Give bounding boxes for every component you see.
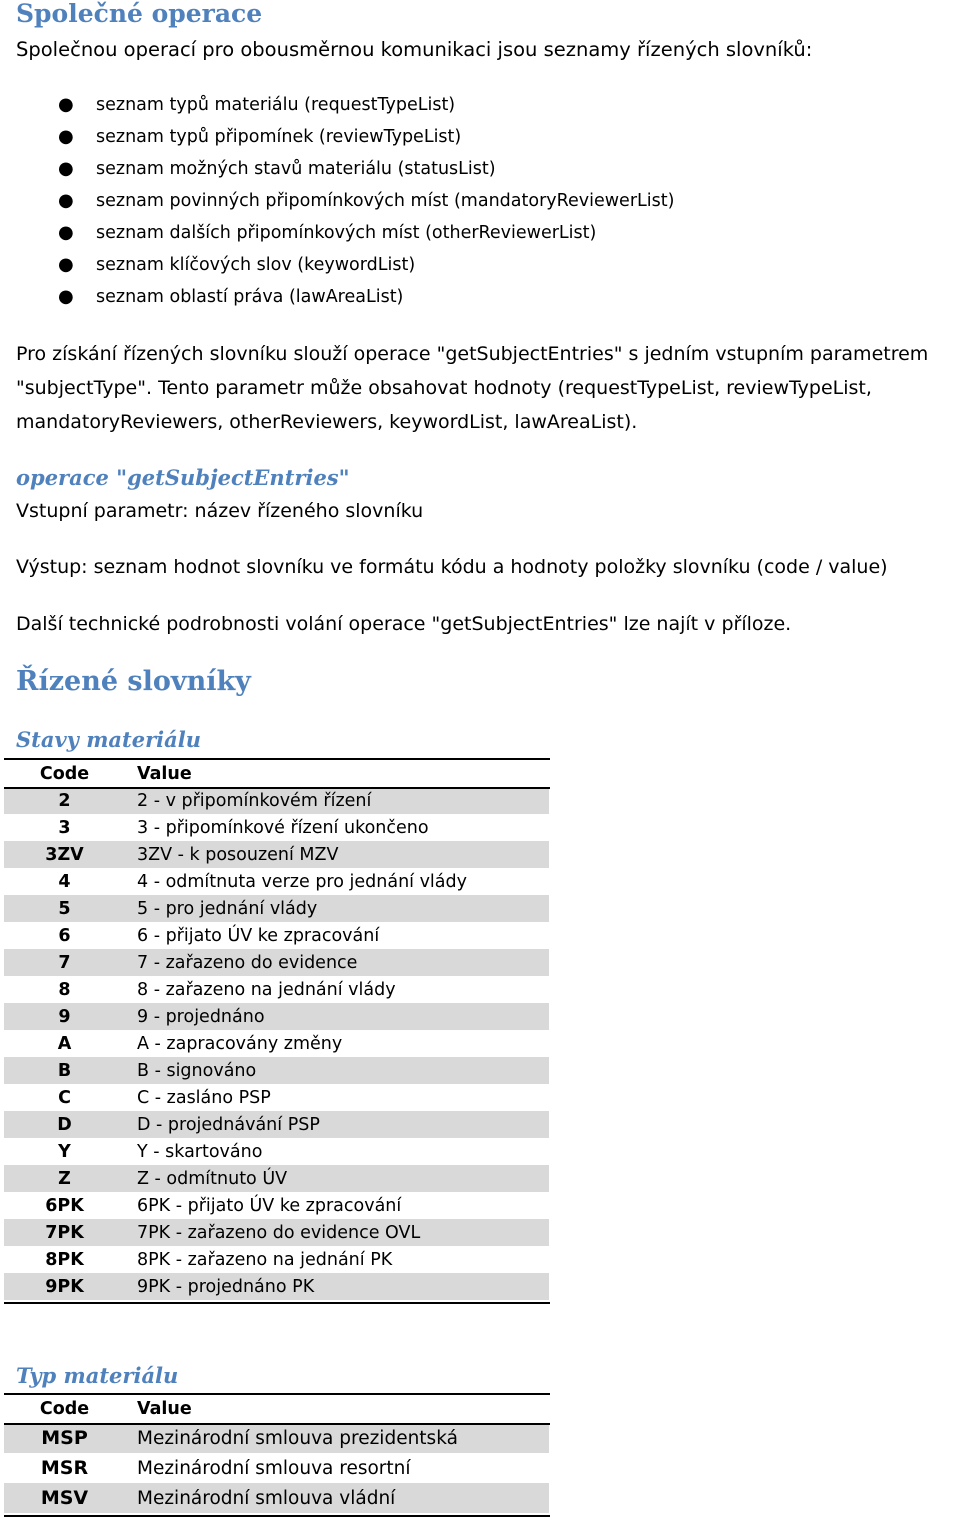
- intro-paragraph: Společnou operací pro obousměrnou komunikaci jsou seznamy řízených slovníků:: [16, 38, 813, 61]
- table-header-row: [4, 1395, 549, 1423]
- status-table-title: Stavy materiálu: [16, 727, 201, 752]
- code-cell: MSP: [4, 1423, 125, 1453]
- input-parameter-text: Vstupní parametr: název řízeného slovníku: [16, 500, 424, 522]
- section-title-dictionaries: Řízené slovníky: [16, 666, 251, 697]
- column-header-value: Value: [137, 1399, 192, 1419]
- code-cell: 9: [4, 1003, 125, 1030]
- value-cell: 9 - projednáno: [125, 1003, 549, 1030]
- value-cell: 7PK - zařazeno do evidence OVL: [125, 1219, 549, 1246]
- value-cell: C - zasláno PSP: [137, 1087, 271, 1108]
- code-cell: Z: [4, 1165, 125, 1192]
- table-row: [4, 976, 549, 1003]
- table-row: [4, 814, 549, 841]
- operation-heading: operace "getSubjectEntries": [16, 465, 350, 490]
- table-row: [4, 868, 549, 895]
- code-cell: 3ZV: [4, 841, 125, 868]
- code-cell: MSV: [4, 1483, 125, 1513]
- table-header-row: [4, 760, 549, 787]
- description-paragraph: [16, 337, 928, 439]
- value-cell: Mezinárodní smlouva resortní: [137, 1457, 411, 1479]
- table-bottom-rule: [4, 1302, 550, 1304]
- bullet-icon: ●: [58, 94, 74, 115]
- header-divider-rule: [4, 1423, 550, 1425]
- code-cell: D: [4, 1111, 125, 1138]
- code-cell: 2: [4, 787, 125, 814]
- code-cell: 7PK: [4, 1219, 125, 1246]
- table-row: [4, 841, 549, 868]
- value-cell: 6PK - přijato ÚV ke zpracování: [137, 1195, 402, 1216]
- list-item: ● seznam typů materiálu (requestTypeList): [16, 89, 916, 121]
- table-row: [4, 1003, 549, 1030]
- table-row: [4, 1057, 549, 1084]
- bullet-icon: ●: [58, 254, 74, 275]
- value-cell: 8 - zařazeno na jednání vlády: [137, 979, 396, 1000]
- paragraph-line: "subjectType". Tento parametr může obsahovat hodnoty (requestTypeList, reviewTypeList,: [16, 377, 872, 399]
- code-cell: 6PK: [45, 1195, 84, 1216]
- value-cell: 7 - zařazeno do evidence: [125, 949, 549, 976]
- code-cell: 3: [58, 817, 71, 838]
- section-title-common-operations: Společné operace: [16, 0, 263, 28]
- paragraph-line: mandatoryReviewers, otherReviewers, keywordList, lawAreaList).: [16, 411, 638, 433]
- code-cell: 6: [58, 925, 71, 946]
- code-cell: 8PK: [45, 1249, 84, 1270]
- paragraph-line: Pro získání řízených slovníku slouží operace "getSubjectEntries" s jedním vstupním parametrem: [16, 343, 929, 365]
- table-row: [4, 787, 549, 814]
- list-item: ● seznam možných stavů materiálu (statusList): [16, 153, 916, 185]
- code-cell: C: [58, 1087, 71, 1108]
- table-row: [4, 922, 549, 949]
- value-cell: Mezinárodní smlouva prezidentská: [125, 1423, 549, 1453]
- list-item: ● seznam dalších připomínkových míst (otherReviewerList): [16, 217, 916, 249]
- code-cell: 5: [4, 895, 125, 922]
- table-row: [4, 1483, 549, 1513]
- value-cell: 3 - připomínkové řízení ukončeno: [137, 817, 429, 838]
- bullet-icon: ●: [58, 126, 74, 147]
- table-row: [4, 1084, 549, 1111]
- value-cell: Z - odmítnuto ÚV: [125, 1165, 549, 1192]
- table-row: [4, 1246, 549, 1273]
- list-item: ● seznam typů připomínek (reviewTypeList): [16, 121, 916, 153]
- table-bottom-rule: [4, 1515, 550, 1517]
- value-cell: A - zapracovány změny: [137, 1033, 343, 1054]
- column-header-code: Code: [39, 763, 90, 784]
- list-item: ● seznam klíčových slov (keywordList): [16, 249, 916, 281]
- value-cell: 6 - přijato ÚV ke zpracování: [137, 925, 380, 946]
- header-divider-rule: [4, 787, 550, 789]
- column-header-code: Code: [39, 1399, 90, 1419]
- code-cell: 4: [58, 871, 71, 892]
- table-row: [4, 895, 549, 922]
- code-cell: MSR: [40, 1457, 89, 1479]
- output-text: Výstup: seznam hodnot slovníku ve formátu kódu a hodnoty položky slovníku (code / value): [16, 556, 888, 578]
- bullet-icon: ●: [58, 190, 74, 211]
- code-cell: 7: [4, 949, 125, 976]
- code-cell: 9PK: [4, 1273, 125, 1300]
- code-cell: A: [57, 1033, 72, 1054]
- value-cell: Mezinárodní smlouva vládní: [125, 1483, 549, 1513]
- table-row: [4, 1165, 549, 1192]
- table-row: [4, 1111, 549, 1138]
- table-row: [4, 1219, 549, 1246]
- table-row: [4, 1273, 549, 1300]
- table-row: [4, 1192, 549, 1219]
- table-row: [4, 1423, 549, 1453]
- code-cell: B: [4, 1057, 125, 1084]
- table-row: [4, 1138, 549, 1165]
- bullet-icon: ●: [58, 222, 74, 243]
- status-table: [4, 760, 549, 1300]
- vocabulary-list: [16, 89, 916, 313]
- table-row: [4, 1453, 549, 1483]
- value-cell: 3ZV - k posouzení MZV: [125, 841, 549, 868]
- code-cell: 8: [58, 979, 71, 1000]
- value-cell: D - projednávání PSP: [125, 1111, 549, 1138]
- column-header-value: Value: [137, 763, 192, 784]
- bullet-icon: ●: [58, 158, 74, 179]
- value-cell: Y - skartováno: [137, 1141, 263, 1162]
- type-table: [4, 1395, 549, 1513]
- value-cell: 4 - odmítnuta verze pro jednání vlády: [137, 871, 467, 892]
- table-row: [4, 1030, 549, 1057]
- value-cell: B - signováno: [125, 1057, 549, 1084]
- table-row: [4, 949, 549, 976]
- value-cell: 8PK - zařazeno na jednání PK: [137, 1249, 393, 1270]
- value-cell: 9PK - projednáno PK: [125, 1273, 549, 1300]
- code-cell: Y: [58, 1141, 71, 1162]
- type-table-title: Typ materiálu: [16, 1363, 179, 1388]
- details-text: Další technické podrobnosti volání operace "getSubjectEntries" lze najít v příloze.: [16, 613, 792, 635]
- value-cell: 5 - pro jednání vlády: [125, 895, 549, 922]
- value-cell: 2 - v připomínkovém řízení: [125, 787, 549, 814]
- bullet-icon: ●: [58, 286, 74, 307]
- list-item: ● seznam povinných připomínkových míst (mandatoryReviewerList): [16, 185, 916, 217]
- list-item: ● seznam oblastí práva (lawAreaList): [16, 281, 916, 313]
